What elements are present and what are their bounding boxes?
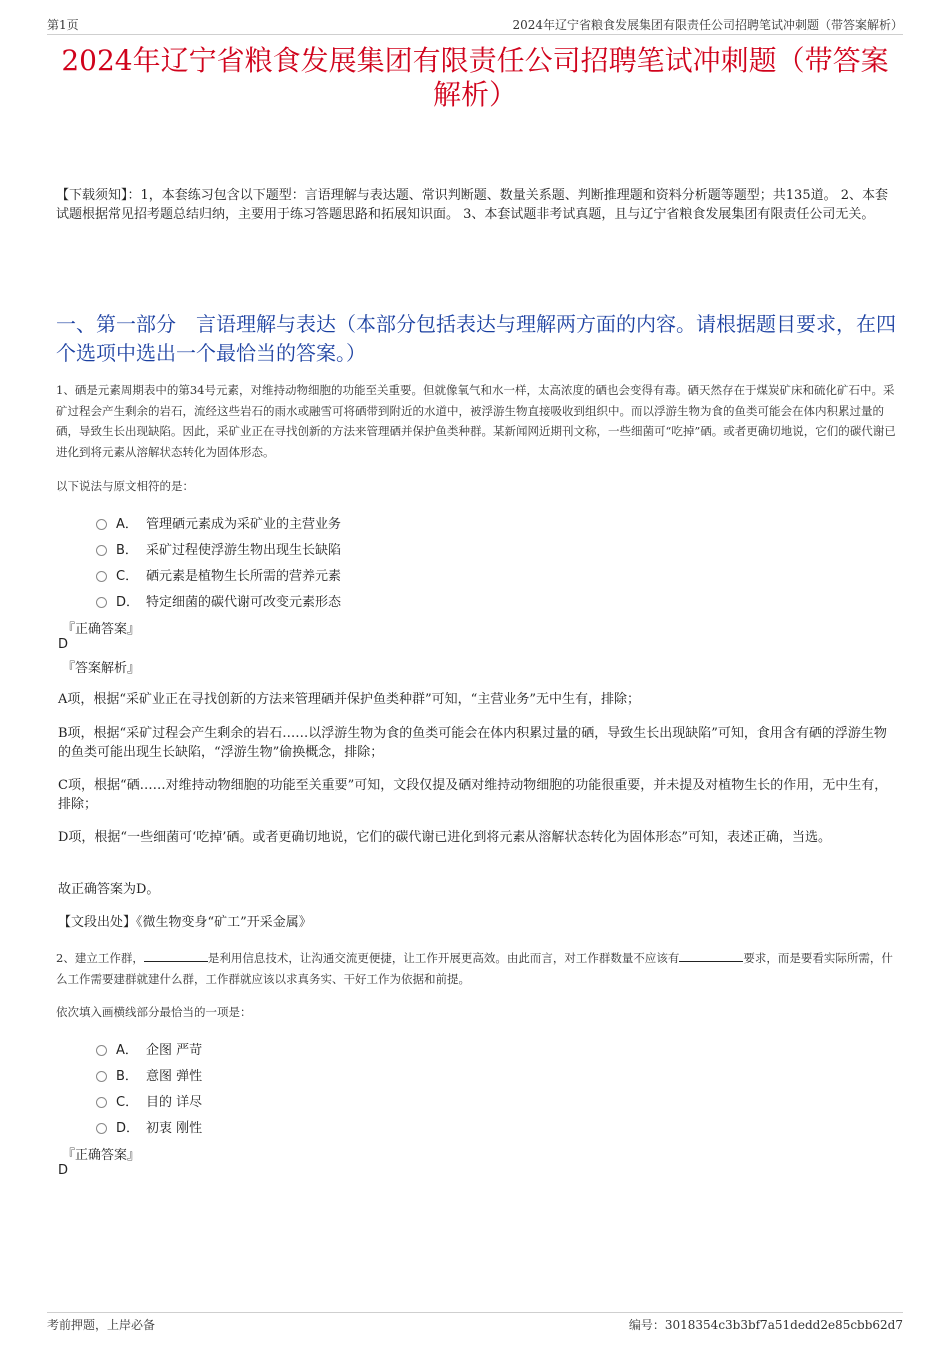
option-text: 采矿过程使浮游生物出现生长缺陷: [146, 542, 342, 558]
question-1-options: [96, 509, 341, 613]
radio-icon[interactable]: [96, 1123, 107, 1134]
footer-slogan: 考前押题，上岸必备: [47, 1318, 156, 1332]
radio-icon[interactable]: [96, 1071, 107, 1082]
section-heading: 一、第一部分 言语理解与表达（本部分包括表达与理解两方面的内容。请根据题目要求，在四个选项中选出一个最恰当的答案。）: [56, 312, 896, 365]
fill-blank: [679, 951, 743, 962]
option-d[interactable]: D． 初衷 刚性: [96, 1113, 202, 1139]
analysis-c: C项，根据“硒……对维持动物细胞的功能至关重要”可知，文段仅提及硒对维持动物细胞的功能很重要，并未提及对植物生长的作用，无中生有，排除；: [58, 778, 888, 812]
radio-icon[interactable]: [96, 571, 107, 582]
fill-blank: [144, 951, 208, 962]
option-c[interactable]: C． 目的 详尽: [96, 1087, 202, 1113]
question-2-instruction: 依次填入画横线部分最恰当的一项是：: [56, 1005, 252, 1019]
option-text: 管理硒元素成为采矿业的主营业务: [146, 516, 342, 532]
header-doc-title: 2024年辽宁省粮食发展集团有限责任公司招聘笔试冲刺题（带答案解析）: [512, 18, 903, 32]
page-header: [47, 14, 903, 35]
radio-icon[interactable]: [96, 1045, 107, 1056]
answer-label: 『正确答案』: [62, 1148, 141, 1163]
radio-icon[interactable]: [96, 1097, 107, 1108]
page-number: 第1页: [47, 18, 79, 32]
page-footer: [47, 1312, 903, 1332]
document-title: 2024年辽宁省粮食发展集团有限责任公司招聘笔试冲刺题（带答案解析）: [61, 44, 889, 111]
option-a[interactable]: A． 管理硒元素成为采矿业的主营业务: [96, 509, 341, 535]
option-b[interactable]: B． 意图 弹性: [96, 1061, 202, 1087]
analysis-d: D项，根据“一些细菌可‘吃掉’硒。或者更确切地说，它们的碳代谢已进化到将元素从溶解状态转化为固体形态”可知，表述正确，当选。: [58, 830, 831, 845]
option-d[interactable]: D． 特定细菌的碳代谢可改变元素形态: [96, 587, 341, 613]
analysis-b: B项，根据“采矿过程会产生剩余的岩石……以浮游生物为食的鱼类可能会在体内积累过量的硒，导致生长出现缺陷”可知，食用含有硒的浮游生物的鱼类可能出现生长缺陷，“浮游生物”偷换概念，排除；: [58, 726, 887, 760]
radio-icon[interactable]: [96, 519, 107, 530]
text-source: 【文段出处】《微生物变身“矿工”开采金属》: [58, 915, 312, 930]
answer-value: D: [58, 1163, 69, 1178]
option-a[interactable]: A． 企图 严苛: [96, 1035, 202, 1061]
analysis-label: 『答案解析』: [62, 661, 141, 676]
analysis-a: A项，根据“采矿业正在寻找创新的方法来管理硒并保护鱼类种群”可知，“主营业务”无中生有，排除；: [58, 692, 640, 707]
option-text: 特定细菌的碳代谢可改变元素形态: [146, 594, 342, 610]
option-text: 企图 严苛: [146, 1042, 203, 1058]
analysis-conclusion: 故正确答案为D。: [58, 882, 160, 897]
footer-doc-id: 编号：3018354c3b3bf7a51dedd2e85cbb62d7: [628, 1318, 903, 1332]
download-notice: 【下载须知】：1，本套练习包含以下题型：言语理解与表达题、常识判断题、数量关系题、判断推理题和资料分析题等题型；共135道。 2、本套试题根据常见招考题总结归纳，主要用于练习答题思路和拓展知识面。 3、本套试题非考试真题，且与辽宁省粮食发展集团有限责任公司无关。: [56, 188, 888, 222]
answer-label: 『正确答案』: [62, 622, 141, 637]
option-text: 初衷 刚性: [146, 1120, 203, 1136]
option-c[interactable]: C． 硒元素是植物生长所需的营养元素: [96, 561, 341, 587]
radio-icon[interactable]: [96, 545, 107, 556]
question-2-options: [96, 1035, 202, 1139]
radio-icon[interactable]: [96, 597, 107, 608]
option-text: 目的 详尽: [146, 1094, 203, 1110]
option-text: 意图 弹性: [146, 1068, 203, 1084]
option-b[interactable]: B． 采矿过程使浮游生物出现生长缺陷: [96, 535, 341, 561]
option-text: 硒元素是植物生长所需的营养元素: [146, 568, 342, 584]
question-1-instruction: 以下说法与原文相符的是：: [56, 479, 194, 493]
question-2-text: 2、建立工作群， 是利用信息技术，让沟通交流更便捷，让工作开展更高效。由此而言，对工作群数量不应该有 要求，而是要看实际所需，什么工作需要建群就建什么群，工作群就应该以求真务实、干好工作为依据和前提。: [56, 951, 893, 986]
answer-value: D: [58, 637, 69, 652]
question-1-text: 1、硒是元素周期表中的第34号元素，对维持动物细胞的功能至关重要。但就像氧气和水一样，太高浓度的硒也会变得有毒。硒天然存在于煤炭矿床和硫化矿石中。采矿过程会产生剩余的岩石，流经这些岩石的雨水或融雪可将硒带到附近的水道中，被浮游生物直接吸收到组织中。而以浮游生物为食的鱼类可能会在体内积累过量的硒，导致生长出现缺陷。因此，采矿业正在寻找创新的方法来管理硒并保护鱼类种群。某新闻网近期刊文称，一些细菌可“吃掉”硒。或者更确切地说，它们的碳代谢已进化到将元素从溶解状态转化为固体形态。: [56, 383, 896, 459]
